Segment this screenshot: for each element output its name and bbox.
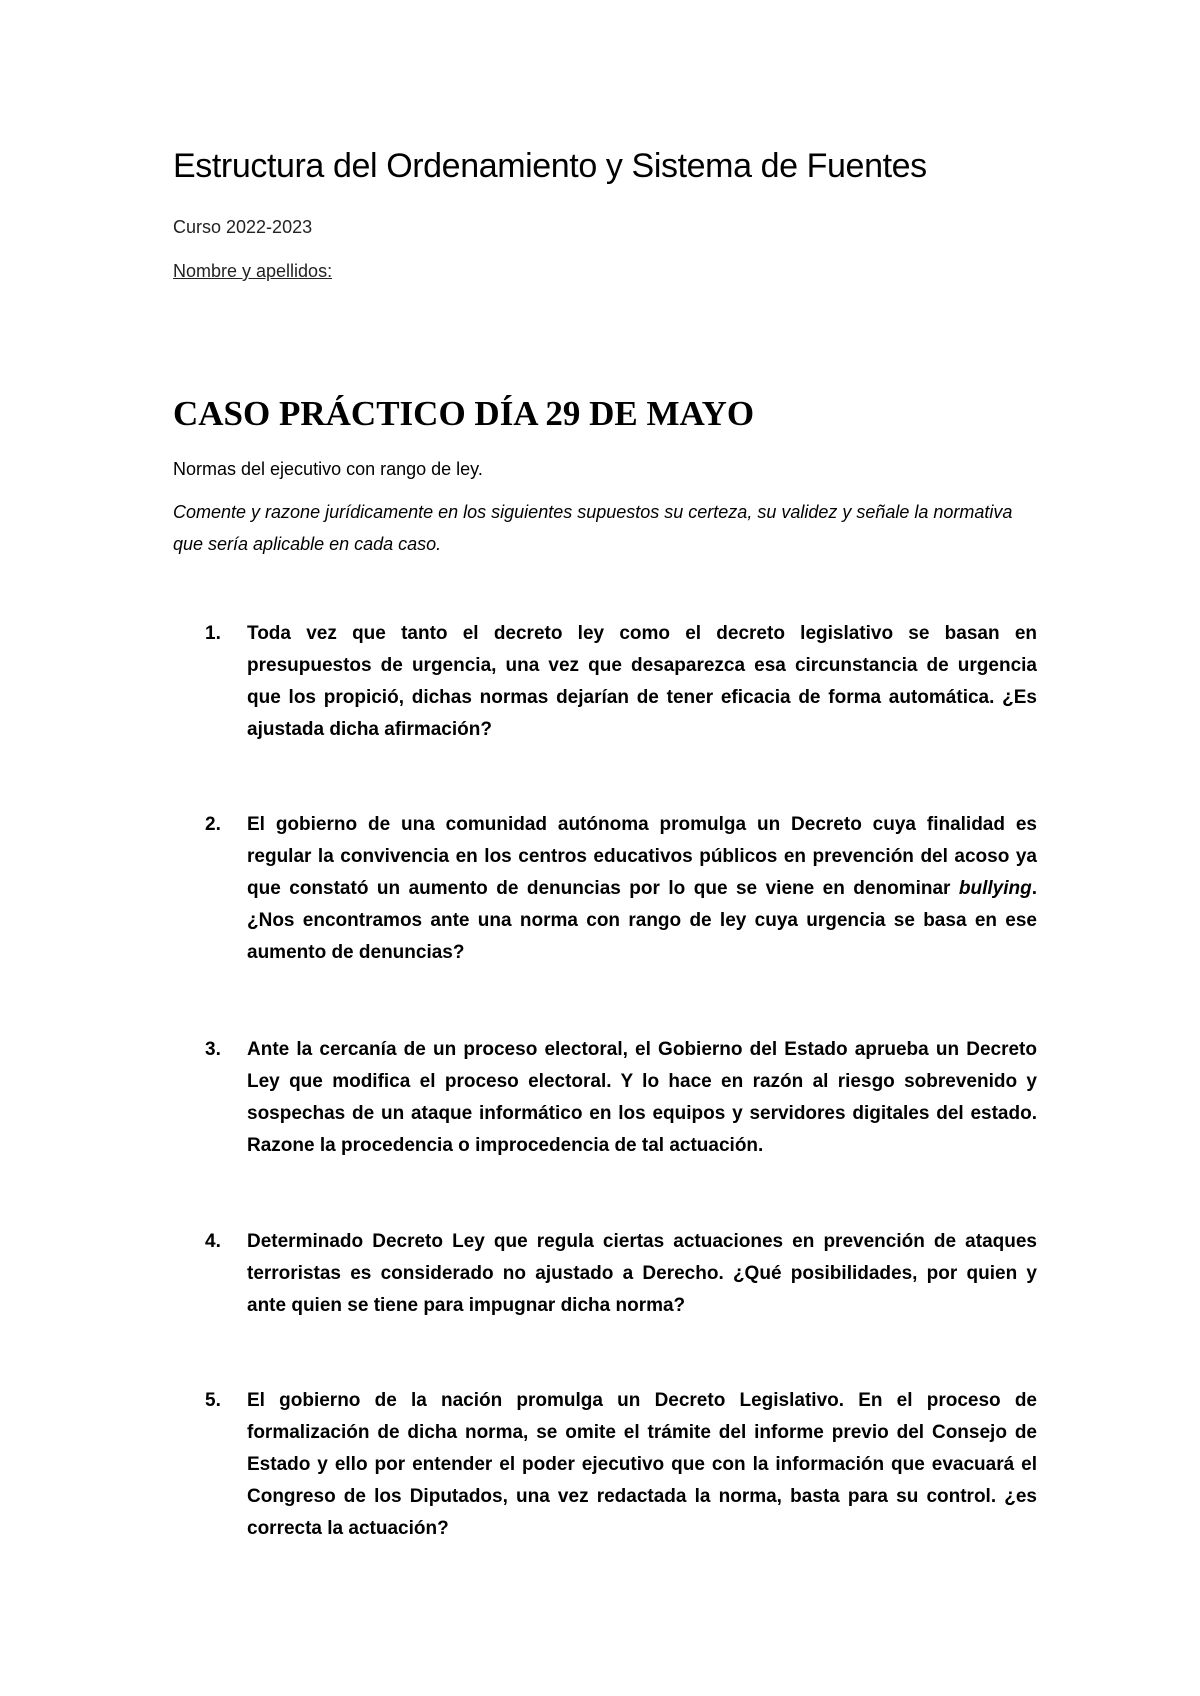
course-year: Curso 2022-2023	[173, 217, 313, 237]
question-text: Determinado Decreto Ley que regula ciertas actuaciones en prevención de ataques terroristas es considerado no ajustado a Derecho. ¿Qué posibilidades, por quien y ante quien se tiene para impugnar dicha norma?	[247, 1231, 1037, 1316]
question-number: 1.	[205, 623, 221, 644]
subject-line: Normas del ejecutivo con rango de ley.	[173, 459, 483, 479]
question-number: 2.	[205, 814, 221, 835]
instructions-text: Comente y razone jurídicamente en los siguientes supuestos su certeza, su validez y señale la normativa que sería aplicable en cada caso.	[173, 502, 1013, 554]
question-text: Toda vez que tanto el decreto ley como el decreto legislativo se basan en presupuestos de urgencia, una vez que desaparezca esa circunstancia de urgencia que los propició, dichas normas dejarían de tener eficacia de forma automática. ¿Es ajustada dicha afirmación?	[247, 623, 1037, 740]
question-text-part: El gobierno de una comunidad autónoma promulga un Decreto cuya finalidad es regular la convivencia en los centros educativos públicos en prevención del acoso ya que constató un aumento de denuncias por lo que se viene en denominar	[247, 814, 1037, 899]
question-number: 3.	[205, 1039, 221, 1060]
question-text	[247, 809, 1037, 969]
name-field-label: Nombre y apellidos:	[173, 261, 333, 281]
question-number: 4.	[205, 1231, 221, 1252]
question-text: El gobierno de la nación promulga un Decreto Legislativo. En el proceso de formalización de dicha norma, se omite el trámite del informe previo del Consejo de Estado y ello por entender el poder ejecutivo que con la información que evacuará el Congreso de los Diputados, una vez redactada la norma, basta para su control. ¿es correcta la actuación?	[247, 1390, 1037, 1539]
question-number: 5.	[205, 1390, 221, 1411]
case-title: CASO PRÁCTICO DÍA 29 DE MAYO	[173, 394, 755, 433]
question-text-part: . ¿Nos encontramos ante una norma con rango de ley cuya urgencia se basa en ese aumento de denuncias?	[247, 878, 1037, 963]
question-text: Ante la cercanía de un proceso electoral, el Gobierno del Estado aprueba un Decreto Ley que modifica el proceso electoral. Y lo hace en razón al riesgo sobrevenido y sospechas de un ataque informático en los equipos y servidores digitales del estado. Razone la procedencia o improcedencia de tal actuación.	[247, 1039, 1037, 1156]
document-title: Estructura del Ordenamiento y Sistema de Fuentes	[173, 147, 927, 185]
question-text-italic: bullying	[958, 878, 1032, 899]
